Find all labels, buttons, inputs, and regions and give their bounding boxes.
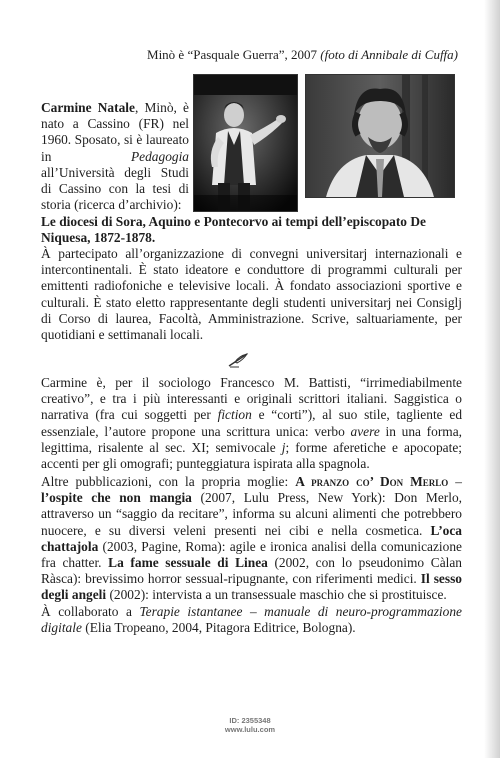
pub-book-3: La fame sessuale di Linea (108, 555, 268, 571)
pub-text-d: (2002, con lo pseudonimo Càlan Ràsca): brevissimo horror sessual-ripugnante, con riferimenti medici. (41, 555, 462, 587)
footer-id: ID: 2355348 (229, 716, 271, 725)
publications-paragraph (41, 474, 462, 636)
stage-photo-left (193, 74, 298, 212)
stage-photo-right (305, 74, 455, 198)
style-j: j (281, 439, 286, 455)
intro-field: Pedagogia (130, 148, 189, 164)
pub-book-1: A pranzo co’ Don Merlo (295, 474, 449, 489)
pub-text-a: Altre pubblicazioni, con la propria moglie: (41, 474, 296, 489)
career-paragraph: À partecipato all’organizzazione di convegni universitarj internazionali e intercontinentali. È stato ideatore e conduttore di programmi culturali per emittenti radiofoniche e televisive locali. À fondato associazioni sportive e culturali. È stato eletto rappresentante degli studenti universitarj nei Consiglj di Corso di laurea, Facoltà, Amministrazione. Scrive, saltuariamente, per quotidiani e settimanali locali. (41, 246, 462, 343)
intro-text: , Minò, è nato a Cassino (FR) nel 1960. Sposato, si è laureato in (41, 100, 189, 164)
caption-main: Minò è “Pasquale Guerra”, 2007 (147, 47, 318, 62)
actor-closeup-image (306, 75, 454, 197)
actor-photo-image (194, 75, 297, 211)
pub-dash: – (448, 474, 462, 489)
pub-text-e: (2002): intervista a un transessuale maschio che si prostituisce. (106, 587, 447, 603)
intro-text-2: all’Università degli Studi di Cassino con la tesi di storia (ricerca d’archivio): (41, 164, 189, 213)
pub-text-b: (2007, Lulu Press, New York): Don Merlo, attraverso un “saggio da recitare”, informa su alcuni alimenti che potrebbero nuocere, e su diversi veleni presenti nei cibi e nella cosmetica. (41, 490, 462, 538)
intro-paragraph (41, 100, 189, 213)
thesis-title: Le diocesi di Sora, Aquino e Pontecorvo ai tempi dell’episcopato De Niquesa, 1872-1878. (41, 214, 426, 246)
pub-book-5: Terapie istantanee – manuale di neuro-programmazione digitale (41, 603, 462, 635)
style-fiction: fiction (217, 407, 252, 423)
style-text-a: Carmine è, per il sociologo Francesco M. Battisti, “irrimediabilmente creativo”, e tra i più interessanti e originali scrittori italiani. Saggistica o narrativa (fra cui soggetti per (41, 375, 462, 423)
style-text-d: ; forme aferetiche e apocopate; accenti per gli omografi; punteggiatura ispirata alla spagnola. (41, 439, 462, 472)
pub-text-g: (Elia Tropeano, 2004, Pitagora Editrice, Bologna). (81, 619, 356, 635)
quill-divider-icon (227, 352, 249, 368)
caption-credit: (foto di Annibale di Cuffa) (320, 47, 458, 62)
photo-caption (147, 47, 458, 63)
footer (0, 716, 500, 734)
pub-text-c: (2003, Pagine, Roma): agile e ironica analisi della comunicazione fra chatter. (41, 538, 462, 571)
pub-book-2: L’oca chattajola (41, 522, 462, 554)
pub-book-1-subtitle: l’ospite che non mangia (41, 490, 192, 506)
style-paragraph (41, 375, 462, 472)
style-text-c: in una forma, legittima, risalente al sec. XI; semivocale (41, 423, 462, 455)
pub-text-f: À collaborato a (41, 603, 140, 619)
style-text-b: e “corti”), al suo stile, tagliente ed essenziale, l’autore propone una scrittura unica: verbo (41, 407, 463, 439)
pub-book-4: Il sesso degli angeli (41, 571, 462, 603)
footer-url: www.lulu.com (224, 725, 276, 734)
page-edge-shadow (484, 0, 500, 758)
style-avere: avere (350, 423, 380, 439)
author-name: Carmine Natale (41, 100, 135, 115)
